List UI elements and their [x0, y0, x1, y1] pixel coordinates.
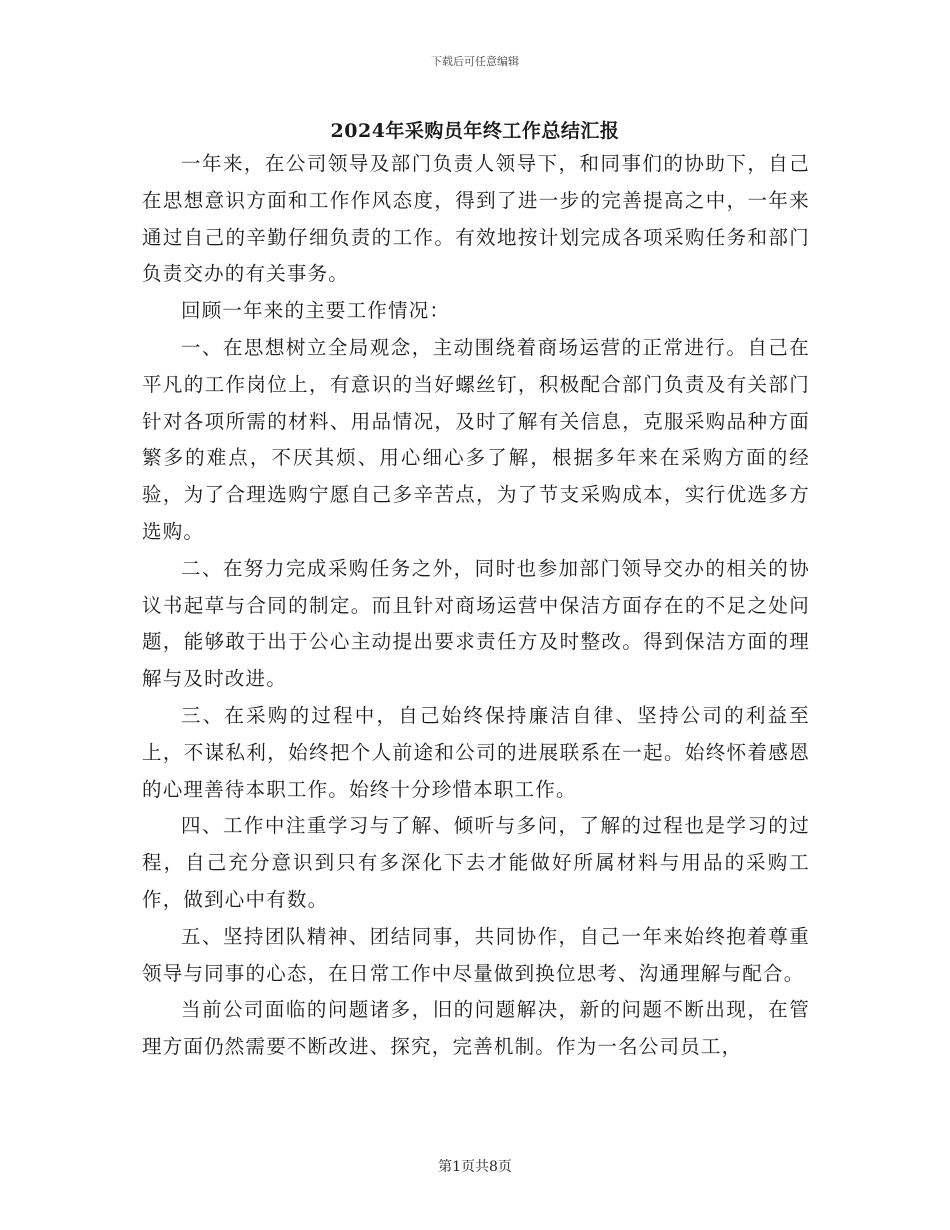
- paragraph-point-5: 五、坚持团队精神、团结同事，共同协作，自己一年来始终抱着尊重领导与同事的心态，在日常工作中尽量做到换位思考、沟通理解与配合。: [142, 924, 810, 985]
- paragraph-review-heading: 回顾一年来的主要工作情况：: [181, 299, 451, 323]
- paragraph-point-1: 一、在思想树立全局观念，主动围绕着商场运营的正常进行。自己在平凡的工作岗位上，有意识的当好螺丝钉，积极配合部门负责及有关部门针对各项所需的材料、用品情况，及时了解有关信息，克服采购品种方面繁多的难点，不厌其烦、用心细心多了解，根据多年来在采购方面的经验，为了合理选购宁愿自己多辛苦点，为了节支采购成本，实行优选多方选购。: [142, 335, 810, 543]
- paragraph-current-issues: 当前公司面临的问题诸多，旧的问题解决，新的问题不断出现，在管理方面仍然需要不断改进、探究，完善机制。作为一名公司员工，: [142, 998, 810, 1059]
- paragraph-point-4: 四、工作中注重学习与了解、倾听与多问，了解的过程也是学习的过程，自己充分意识到只有多深化下去才能做好所属材料与用品的采购工作，做到心中有数。: [142, 814, 810, 911]
- document-title: 2024年采购员年终工作总结汇报: [330, 120, 620, 142]
- paragraph-point-3: 三、在采购的过程中，自己始终保持廉洁自律、坚持公司的利益至上，不谋私利，始终把个人前途和公司的进展联系在一起。始终怀着感恩的心理善待本职工作。始终十分珍惜本职工作。: [142, 703, 810, 801]
- paragraph-intro: 一年来，在公司领导及部门负责人领导下，和同事们的协助下，自己在思想意识方面和工作作风态度，得到了进一步的完善提高之中，一年来通过自己的辛勤仔细负责的工作。有效地按计划完成各项采购任务和部门负责交办的有关事务。: [142, 152, 810, 286]
- page-number: 第1页共8页: [438, 1159, 512, 1175]
- paragraph-point-2: 二、在努力完成采购任务之外，同时也参加部门领导交办的相关的协议书起草与合同的制定。而且针对商场运营中保洁方面存在的不足之处问题，能够敢于出于公心主动提出要求责任方及时整改。得到保洁方面的理解与及时改进。: [142, 556, 810, 691]
- document-body: [142, 146, 810, 1066]
- header-note: 下载后可任意编辑: [431, 55, 519, 68]
